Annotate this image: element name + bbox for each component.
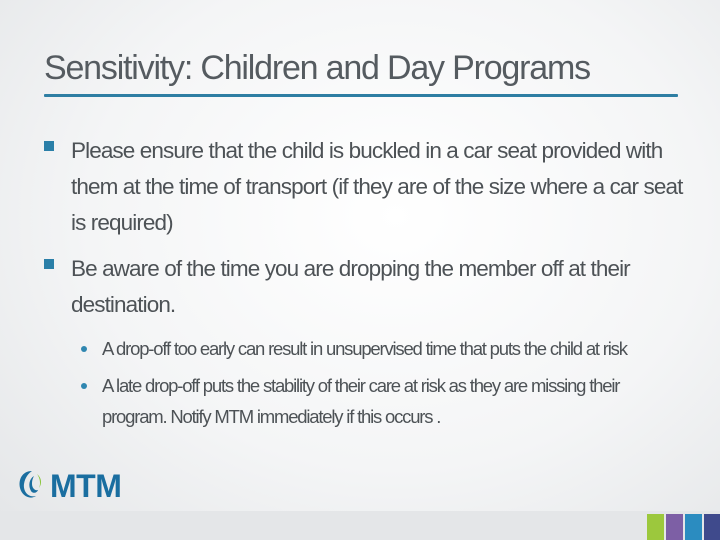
footer-accent-blue xyxy=(685,514,702,540)
sub-bullet-item xyxy=(44,370,684,432)
bullet-item xyxy=(44,133,684,241)
footer-accent-green xyxy=(647,514,664,540)
footer-accent-purple xyxy=(666,514,683,540)
footer-band xyxy=(0,511,720,540)
bullet-text: Please ensure that the child is buckled in a car seat provided with them at the time of transport (if they are of the size where a car seat is required) xyxy=(71,138,683,235)
slide-content xyxy=(44,133,684,438)
slide-title: Sensitivity: Children and Day Programs xyxy=(44,49,590,87)
bullet-item xyxy=(44,251,684,323)
mtm-swirl-icon xyxy=(16,466,48,506)
square-bullet-icon xyxy=(44,259,54,269)
mtm-logo xyxy=(16,466,136,506)
round-bullet-icon xyxy=(81,383,87,389)
sub-bullet-text: A late drop-off puts the stability of their care at risk as they are missing their program. Notify MTM immediately if this occurs . xyxy=(102,375,620,427)
round-bullet-icon xyxy=(81,346,87,352)
footer-accent-navy xyxy=(704,514,720,540)
bullet-text: Be aware of the time you are dropping the member off at their destination. xyxy=(71,256,630,317)
square-bullet-icon xyxy=(44,141,54,151)
title-underline xyxy=(44,94,678,97)
logo-text: MTM xyxy=(50,468,122,504)
sub-bullet-item xyxy=(44,333,684,364)
sub-bullet-text: A drop-off too early can result in unsupervised time that puts the child at risk xyxy=(102,338,627,359)
